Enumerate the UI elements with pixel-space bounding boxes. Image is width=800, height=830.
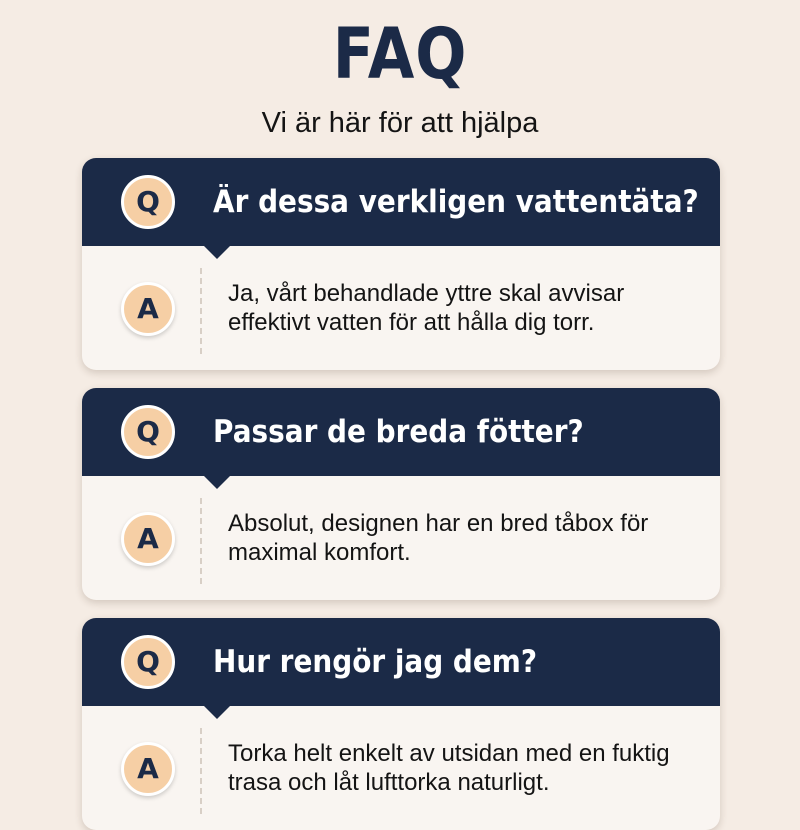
question-bar[interactable] bbox=[82, 388, 720, 476]
answer-badge-icon: A bbox=[121, 512, 175, 566]
question-pointer bbox=[204, 706, 230, 719]
page-title: FAQ bbox=[332, 13, 468, 95]
faq-card-wide-feet bbox=[82, 388, 720, 600]
question-text: Är dessa verkligen vattentäta? bbox=[213, 184, 699, 220]
question-bar[interactable] bbox=[82, 618, 720, 706]
question-badge-icon: Q bbox=[121, 175, 175, 229]
question-pointer bbox=[204, 246, 230, 259]
question-bar[interactable] bbox=[82, 158, 720, 246]
faq-list bbox=[82, 158, 720, 830]
answer-text: Ja, vårt behandlade yttre skal avvisar effektivt vatten för att hålla dig torr. bbox=[228, 280, 625, 336]
answer-divider bbox=[200, 268, 202, 354]
answer-divider bbox=[200, 728, 202, 814]
question-text: Passar de breda fötter? bbox=[213, 414, 584, 450]
faq-card-waterproof bbox=[82, 158, 720, 370]
page-subtitle: Vi är här för att hjälpa bbox=[261, 107, 539, 139]
answer-divider bbox=[200, 498, 202, 584]
question-pointer bbox=[204, 476, 230, 489]
answer-badge-icon: A bbox=[121, 282, 175, 336]
question-text: Hur rengör jag dem? bbox=[213, 644, 538, 680]
question-badge-icon: Q bbox=[121, 405, 175, 459]
answer-text: Absolut, designen har en bred tåbox för maximal komfort. bbox=[228, 510, 649, 566]
question-badge-icon: Q bbox=[121, 635, 175, 689]
answer-badge-icon: A bbox=[121, 742, 175, 796]
faq-card-cleaning bbox=[82, 618, 720, 830]
answer-text: Torka helt enkelt av utsidan med en fuktig trasa och låt lufttorka naturligt. bbox=[228, 740, 670, 796]
